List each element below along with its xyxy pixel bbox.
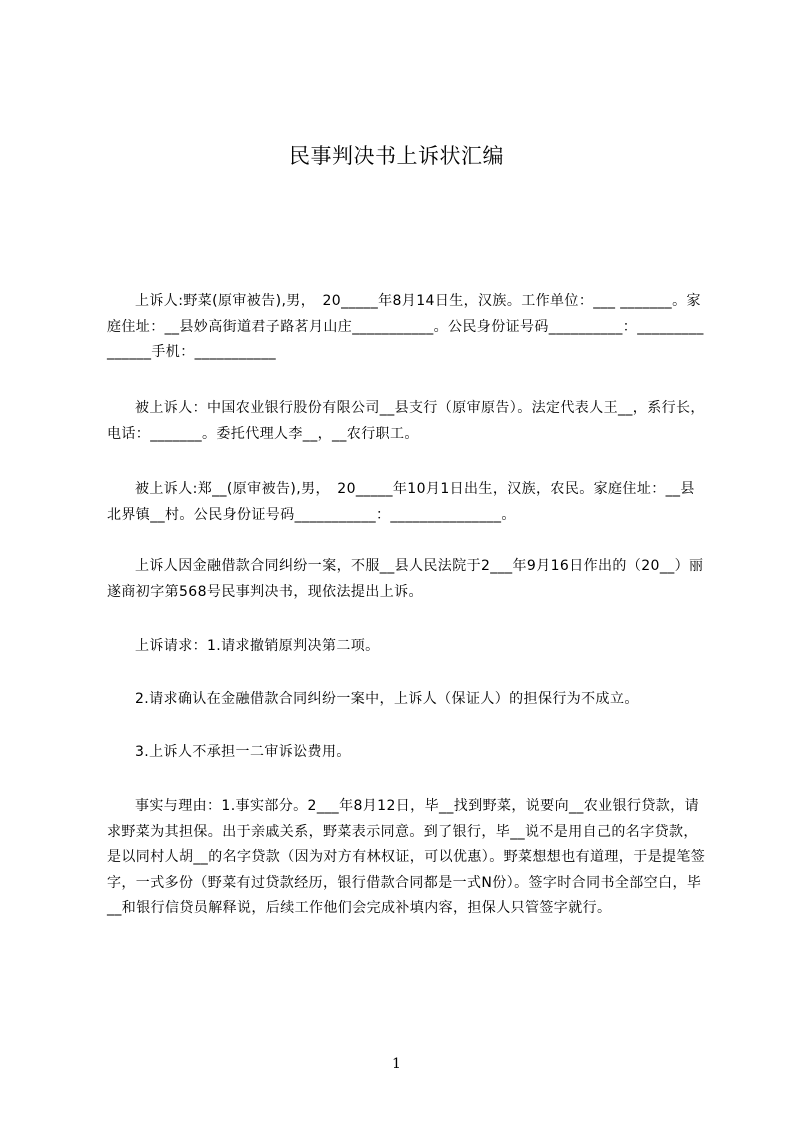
page-number: 1	[392, 1056, 401, 1072]
document-title: 民事判决书上诉状汇编	[289, 144, 504, 168]
case-intro-paragraph: 上诉人因金融借款合同纠纷一案，不服__县人民法院于2___年9月16日作出的（20__）丽遂商初字第568号民事判决书，现依法提出上诉。	[107, 558, 704, 600]
appeal-request-3: 3.上诉人不承担一二审诉讼费用。	[135, 744, 351, 760]
appellant-paragraph: 上诉人:野菜(原审被告),男， 20_____年8月14日生，汉族。工作单位：___ _______。家庭住址：__县妙高街道君子路茗月山庄___________。公民身份证号码__________：_______________手机：___________	[107, 293, 704, 360]
appellee-bank-paragraph: 被上诉人：中国农业银行股份有限公司__县支行（原审原告）。法定代表人王__，系行长，电话：_______。委托代理人李__，__农行职工。	[107, 400, 705, 442]
appeal-request-1: 上诉请求：1.请求撤销原判决第二项。	[135, 638, 380, 654]
appellee-zheng-paragraph: 被上诉人:郑__(原审被告),男， 20_____年10月1日出生，汉族，农民。家庭住址：__县北界镇__村。公民身份证号码___________：_______________。	[107, 481, 695, 523]
appeal-request-2: 2.请求确认在金融借款合同纠纷一案中，上诉人（保证人）的担保行为不成立。	[135, 691, 639, 707]
facts-and-reasons-paragraph: 事实与理由：1.事实部分。2___年8月12日，毕__找到野菜，说要向__农业银行贷款，请求野菜为其担保。出于亲戚关系，野菜表示同意。到了银行，毕__说不是用自己的名字贷款，是以同村人胡__的名字贷款（因为对方有林权证，可以优惠）。野菜想想也有道理，于是提笔签字，一式多份（野菜有过贷款经历，银行借款合同都是一式N份）。签字时合同书全部空白，毕__和银行信贷员解释说，后续工作他们会完成补填内容，担保人只管签字就行。	[107, 798, 706, 916]
